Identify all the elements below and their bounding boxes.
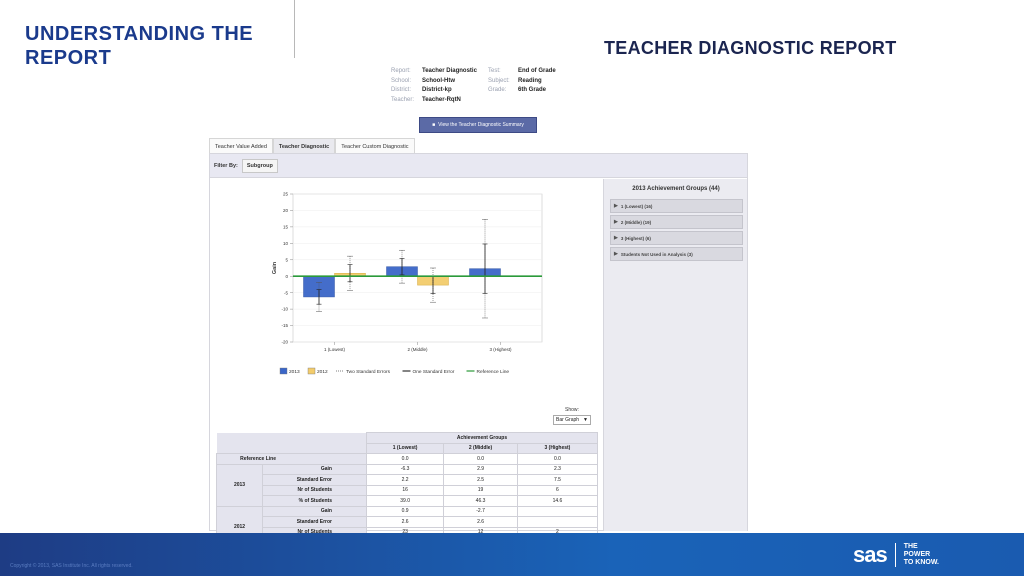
filter-label: Filter By: bbox=[214, 162, 238, 169]
report-panel bbox=[209, 153, 748, 531]
table-row bbox=[217, 485, 598, 496]
table-cell: 0.9 bbox=[367, 506, 444, 517]
view-summary-label: View the Teacher Diagnostic Summary bbox=[438, 122, 524, 128]
row-label: Reference Line bbox=[217, 454, 367, 465]
tab-teacher-custom-diagnostic[interactable]: Teacher Custom Diagnostic bbox=[335, 138, 414, 154]
row-label: % of Students bbox=[263, 496, 367, 507]
expand-icon: ▶ bbox=[614, 251, 618, 257]
tagline-line: THE bbox=[903, 543, 918, 550]
view-summary-button[interactable] bbox=[419, 117, 537, 133]
table-cell: 2.6 bbox=[367, 517, 444, 528]
report-meta bbox=[391, 67, 556, 105]
row-label: Standard Error bbox=[263, 475, 367, 486]
meta-key: Subject: bbox=[488, 77, 510, 84]
table-cell: 0.0 bbox=[444, 454, 518, 465]
chevron-down-icon: ▼ bbox=[583, 417, 588, 423]
sas-logo bbox=[853, 542, 939, 568]
tagline-line: POWER bbox=[903, 551, 931, 558]
show-label: Show: bbox=[565, 407, 579, 413]
table-cell: 2.9 bbox=[444, 464, 518, 475]
x-tick-label: 3 (Highest) bbox=[489, 347, 512, 352]
group-item-label: Students Not Used in Analysis (3) bbox=[620, 251, 693, 257]
meta-value: Teacher-RqtN bbox=[422, 96, 461, 103]
meta-row bbox=[391, 67, 556, 77]
y-tick-label: -20 bbox=[281, 339, 288, 345]
report-title: TEACHER DIAGNOSTIC REPORT bbox=[604, 38, 897, 58]
table-row bbox=[217, 454, 598, 465]
column-header: 3 (Highest) bbox=[517, 443, 597, 454]
meta-value: End of Grade bbox=[518, 68, 556, 74]
report-tabs bbox=[209, 138, 415, 154]
table-cell: 2.2 bbox=[367, 475, 444, 486]
table-row bbox=[217, 496, 598, 507]
group-item-middle[interactable] bbox=[610, 215, 743, 229]
table-cell: 7.5 bbox=[517, 475, 597, 486]
legend-label: Two Standard Errors bbox=[346, 370, 390, 375]
meta-row bbox=[391, 86, 556, 96]
table-cell: 2.5 bbox=[444, 475, 518, 486]
gain-chart bbox=[210, 179, 602, 405]
y-tick-label: -15 bbox=[281, 323, 288, 329]
tab-teacher-diagnostic[interactable]: Teacher Diagnostic bbox=[273, 138, 335, 154]
y-tick-label: -10 bbox=[281, 306, 288, 312]
title-divider bbox=[294, 0, 295, 58]
legend-swatch bbox=[308, 368, 315, 374]
y-tick-label: 5 bbox=[285, 257, 288, 263]
meta-row bbox=[391, 77, 556, 87]
filter-bar bbox=[210, 154, 747, 178]
copyright-text: Copyright © 2013, SAS Institute Inc. All rights reserved. bbox=[10, 563, 133, 569]
meta-key: Teacher: bbox=[391, 96, 415, 103]
meta-value: District-kp bbox=[422, 87, 452, 94]
document-icon: ■ bbox=[432, 122, 436, 128]
table-cell: 0.0 bbox=[367, 454, 444, 465]
table-row bbox=[217, 517, 598, 528]
row-label: Gain bbox=[263, 506, 367, 517]
group-item-not-used[interactable] bbox=[610, 247, 743, 261]
legend-label: Reference Line bbox=[476, 370, 510, 375]
table-cell: 14.6 bbox=[517, 496, 597, 507]
meta-key: Grade: bbox=[488, 87, 507, 94]
table-row bbox=[217, 506, 598, 517]
table-cell: 16 bbox=[367, 485, 444, 496]
table-cell: 0.0 bbox=[517, 454, 597, 465]
achievement-groups-panel bbox=[603, 179, 747, 531]
table-cell: 6 bbox=[517, 485, 597, 496]
footer-bar bbox=[0, 533, 1024, 576]
subgroup-button[interactable]: Subgroup bbox=[242, 159, 278, 173]
meta-value: School-Htw bbox=[422, 77, 455, 84]
legend-label: 2013 bbox=[289, 370, 300, 375]
table-cell: -2.7 bbox=[444, 506, 518, 517]
meta-value: Teacher Diagnostic bbox=[422, 68, 477, 74]
table-cell: -6.3 bbox=[367, 464, 444, 475]
row-label: Nr of Students bbox=[263, 485, 367, 496]
expand-icon: ▶ bbox=[614, 203, 618, 209]
table-cell: 39.0 bbox=[367, 496, 444, 507]
group-item-highest[interactable] bbox=[610, 231, 743, 245]
y-tick-label: 0 bbox=[285, 273, 288, 279]
chart-type-select[interactable] bbox=[553, 415, 591, 425]
column-header: 1 (Lowest) bbox=[367, 443, 444, 454]
table-row bbox=[217, 475, 598, 486]
legend-label: One Standard Error bbox=[412, 370, 455, 375]
tagline-line: TO KNOW. bbox=[903, 559, 939, 566]
x-tick-label: 1 (Lowest) bbox=[323, 347, 346, 352]
legend-swatch bbox=[280, 368, 287, 374]
expand-icon: ▶ bbox=[614, 235, 618, 241]
tagline bbox=[904, 543, 939, 567]
table-cell: 2.3 bbox=[517, 464, 597, 475]
table-row bbox=[217, 464, 598, 475]
group-item-label: 3 (Highest) (6) bbox=[620, 235, 651, 241]
achievement-groups-title: 2013 Achievement Groups (44) bbox=[632, 186, 720, 192]
meta-value: 6th Grade bbox=[518, 87, 547, 94]
meta-key: Test: bbox=[488, 68, 501, 74]
row-label: Standard Error bbox=[263, 517, 367, 528]
year-label: 2012 bbox=[217, 506, 263, 548]
y-tick-label: 15 bbox=[282, 224, 288, 230]
expand-icon: ▶ bbox=[614, 219, 618, 225]
table-row bbox=[217, 443, 598, 454]
meta-key: School: bbox=[391, 77, 412, 84]
chart-type-value: Bar Graph bbox=[556, 417, 580, 423]
group-item-label: 2 (Middle) (19) bbox=[620, 219, 652, 225]
table-cell: 46.3 bbox=[444, 496, 518, 507]
results-table-wrap bbox=[216, 432, 598, 549]
meta-key: District: bbox=[391, 87, 411, 94]
achievement-groups-header: Achievement Groups bbox=[367, 433, 598, 444]
column-header: 2 (Middle) bbox=[444, 443, 518, 454]
group-item-lowest[interactable] bbox=[610, 199, 743, 213]
slide-title: UNDERSTANDING THE REPORT bbox=[25, 23, 254, 69]
table-cell bbox=[517, 506, 597, 517]
meta-value: Reading bbox=[518, 77, 542, 84]
results-table bbox=[216, 432, 598, 549]
year-label: 2013 bbox=[217, 464, 263, 506]
x-tick-label: 2 (Middle) bbox=[407, 347, 428, 352]
group-item-label: 1 (Lowest) (16) bbox=[620, 203, 653, 209]
table-cell: 2.6 bbox=[444, 517, 518, 528]
y-tick-label: 10 bbox=[282, 240, 288, 246]
y-tick-label: -5 bbox=[283, 290, 288, 296]
sas-logo-text: sas bbox=[853, 542, 887, 567]
table-cell bbox=[517, 517, 597, 528]
tab-teacher-value-added[interactable]: Teacher Value Added bbox=[209, 138, 273, 154]
y-axis-label: Gain bbox=[272, 261, 278, 275]
row-label: Gain bbox=[263, 464, 367, 475]
table-cell: 19 bbox=[444, 485, 518, 496]
legend-label: 2012 bbox=[317, 370, 328, 375]
meta-row bbox=[391, 96, 556, 106]
table-row bbox=[217, 433, 598, 444]
y-tick-label: 25 bbox=[282, 191, 288, 197]
chart-area bbox=[210, 179, 602, 531]
meta-key: Report: bbox=[391, 68, 411, 74]
logo-divider bbox=[895, 543, 896, 567]
y-tick-label: 20 bbox=[282, 208, 288, 214]
